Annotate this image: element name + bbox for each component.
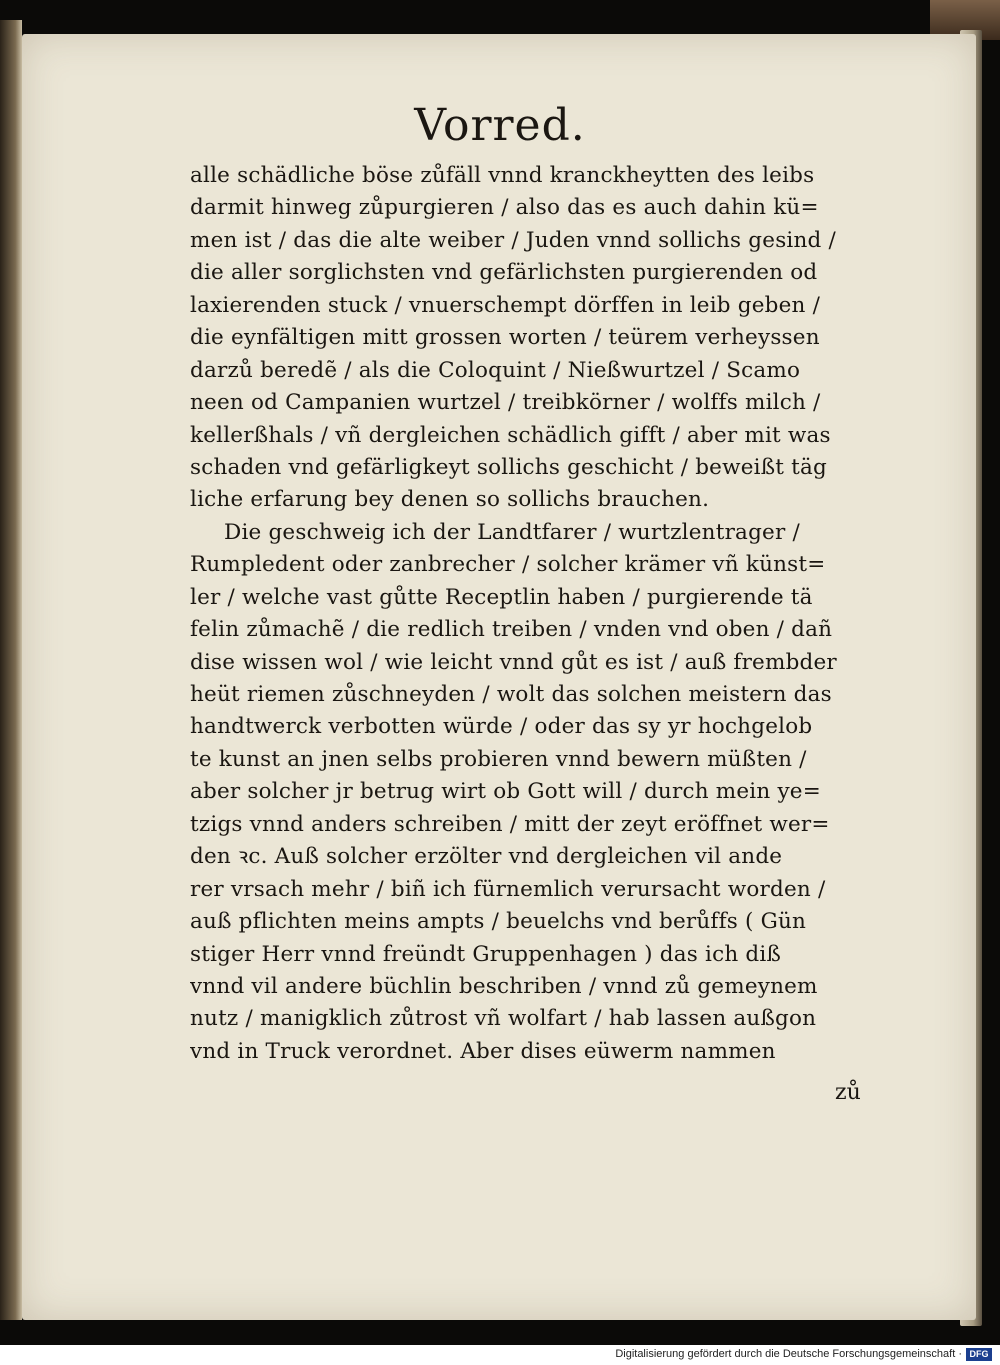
text-line: stiger Herr vnnd freündt Gruppenhagen ) das ich diß [190, 941, 782, 967]
text-line: te kunst an jnen selbs probieren vnnd bewern müßten / [190, 746, 807, 772]
funding-notice: Digitalisierung gefördert durch die Deutsche Forschungsgemeinschaft · [615, 1348, 962, 1360]
text-line: laxierenden stuck / vnuerschempt dörffen in leib geben / [190, 292, 821, 318]
text-line: tzigs vnnd anders schreiben / mitt der zeyt eröffnet wer= [190, 811, 830, 837]
text-line: dise wissen wol / wie leicht vnnd gůt es ist / auß frembder [190, 649, 837, 675]
text-line: rer vrsach mehr / biñ ich fürnemlich verursacht worden / [190, 876, 826, 902]
text-line: den ꝛc. Auß solcher erzölter vnd dergleichen vil ande [190, 844, 783, 870]
footer-bar [0, 1345, 1000, 1365]
body-text [190, 160, 890, 1068]
catchword: zů [835, 1080, 861, 1105]
text-line: Die geschweig ich der Landtfarer / wurtzlentrager / [224, 519, 800, 545]
dfg-logo: DFG [966, 1348, 992, 1361]
text-line: handtwerck verbotten würde / oder das sy yr hochgelob [190, 714, 813, 740]
text-line: neen od Campanien wurtzel / treibkörner / wolffs milch / [190, 390, 821, 416]
text-line: darmit hinweg zůpurgieren / also das es auch dahin kü= [190, 195, 819, 221]
text-line: nutz / manigklich zůtrost vñ wolfart / hab lassen außgon [190, 1006, 817, 1032]
text-line: ler / welche vast gůtte Receptlin haben / purgierende tä [190, 584, 813, 610]
text-line: auß pflichten meins ampts / beuelchs vnd berůffs ( Gün [190, 909, 807, 935]
text-line: liche erfarung bey denen so sollichs brauchen. [190, 487, 710, 513]
text-line: kellerßhals / vñ dergleichen schädlich gifft / aber mit was [190, 422, 831, 448]
text-line: men ist / das die alte weiber / Juden vnnd sollichs gesind / [190, 227, 836, 253]
text-line: vnd in Truck verordnet. Aber dises eüwerm nammen [190, 1038, 776, 1064]
text-line: aber solcher jr betrug wirt ob Gott will / durch mein ye= [190, 779, 821, 805]
text-line: alle schädliche böse zůfäll vnnd kranckheytten des leibs [190, 163, 815, 188]
text-line: vnnd vil andere büchlin beschriben / vnnd zů gemeynem [190, 973, 818, 999]
page-heading: Vorred. [414, 100, 586, 151]
text-line: die eynfältigen mitt grossen worten / teürem verheyssen [190, 325, 820, 351]
text-line: schaden vnd gefärligkeyt sollichs geschicht / beweißt täg [190, 454, 827, 480]
text-line: felin zůmachẽ / die redlich treiben / vnden vnd oben / dañ [190, 617, 833, 643]
text-line: darzů beredẽ / als die Coloquint / Nießwurtzel / Scamo [190, 357, 801, 383]
text-line: Rumpledent oder zanbrecher / solcher krämer vñ künst= [190, 552, 826, 578]
text-line: heüt riemen zůschneyden / wolt das solchen meistern das [190, 682, 832, 707]
book-binding-edge [0, 20, 22, 1320]
text-line: die aller sorglichsten vnd gefärlichsten purgierenden od [190, 260, 818, 286]
